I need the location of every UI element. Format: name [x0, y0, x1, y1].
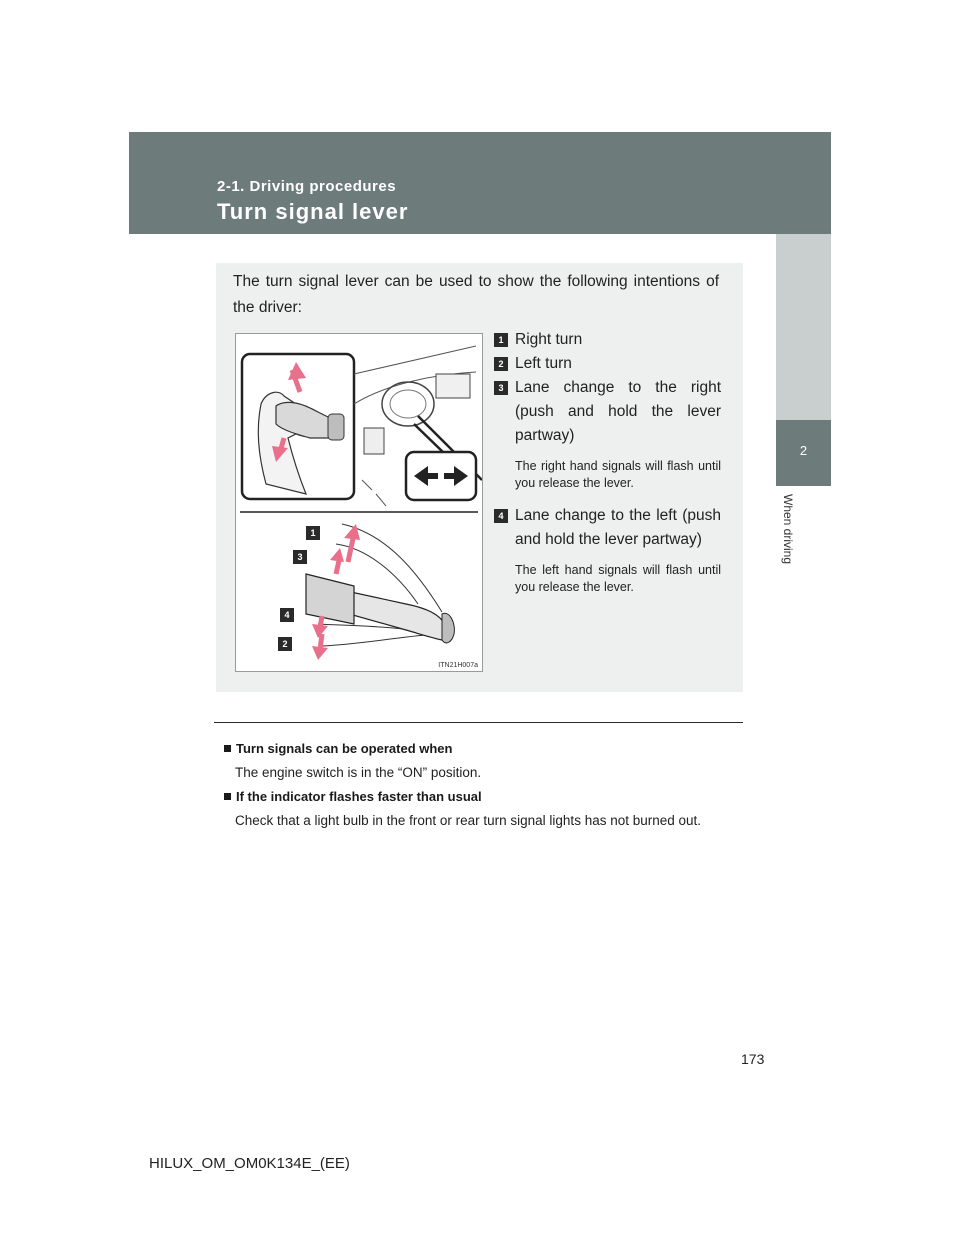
- hand-inset: [242, 354, 354, 499]
- section-divider: [214, 722, 743, 723]
- item-text: Left turn: [515, 355, 572, 372]
- note-heading: [224, 787, 739, 807]
- lane-change-inset: [406, 452, 476, 500]
- intro-text: The turn signal lever can be used to show the following intentions of the driver:: [233, 273, 719, 316]
- note-heading: [224, 739, 739, 759]
- callout-3: 3: [293, 550, 307, 564]
- item-number: 1: [494, 333, 508, 347]
- lever-diagram: [306, 524, 454, 660]
- square-bullet-icon: [224, 745, 231, 752]
- note-body: The engine switch is in the “ON” position.: [235, 765, 482, 780]
- list-item: [494, 352, 721, 376]
- chapter-label: When driving: [781, 494, 795, 565]
- callout-1: 1: [306, 526, 320, 540]
- item-text: Lane change to the left (push and hold the lever partway): [515, 507, 721, 548]
- side-band: [776, 234, 831, 420]
- item-text: Right turn: [515, 331, 583, 348]
- square-bullet-icon: [224, 793, 231, 800]
- note-body: Check that a light bulb in the front or rear turn signal lights has not burned out.: [235, 813, 702, 828]
- turn-signal-illustration: [236, 334, 482, 671]
- footer-code: HILUX_OM_OM0K134E_(EE): [149, 1155, 350, 1172]
- section-label: 2-1. Driving procedures: [217, 178, 397, 195]
- item-number: 3: [494, 381, 508, 395]
- info-box: [216, 263, 743, 692]
- item-note: The right hand signals will flash until you release the lever.: [515, 459, 721, 490]
- list-item: [494, 504, 721, 596]
- header-band: [129, 132, 831, 234]
- item-text: Lane change to the right (push and hold the lever partway): [515, 379, 721, 444]
- page-number: 173: [741, 1051, 765, 1067]
- page-title: Turn signal lever: [217, 199, 409, 224]
- callout-4: 4: [280, 608, 294, 622]
- callout-2: 2: [278, 637, 292, 651]
- list-item: [494, 328, 721, 352]
- chapter-tab: [776, 420, 831, 486]
- notes-section: [224, 739, 739, 835]
- intention-list: [494, 328, 721, 608]
- item-number: 2: [494, 357, 508, 371]
- note-heading-text: Turn signals can be operated when: [236, 741, 453, 756]
- chapter-number: 2: [799, 443, 808, 458]
- note-heading-text: If the indicator flashes faster than usual: [236, 789, 482, 804]
- item-note: The left hand signals will flash until you release the lever.: [515, 563, 721, 594]
- list-item: [494, 376, 721, 492]
- turn-signal-figure: [235, 333, 483, 672]
- figure-code: ITN21H007a: [438, 662, 478, 669]
- item-number: 4: [494, 509, 508, 523]
